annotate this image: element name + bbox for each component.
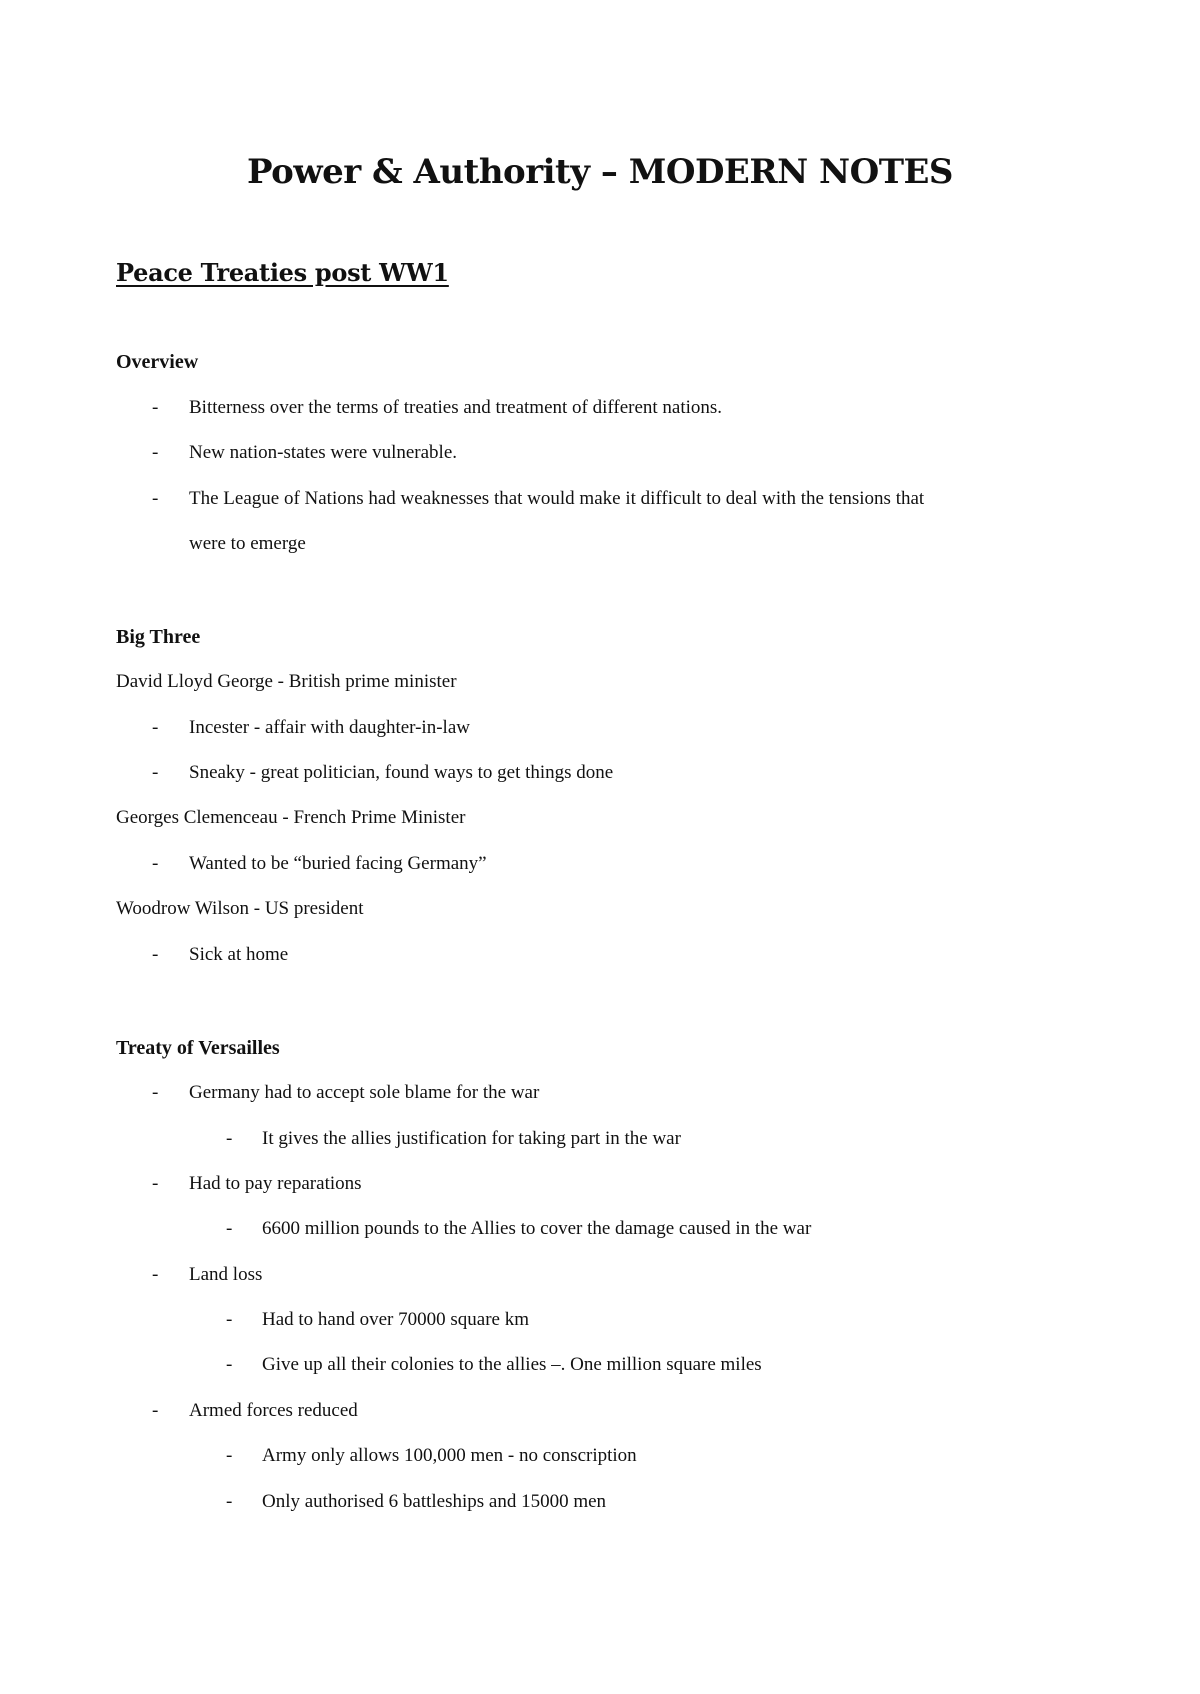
versailles-point: Had to pay reparations: [189, 1173, 362, 1194]
page-title: Power & Authority – MODERN NOTES: [247, 152, 953, 192]
versailles-heading: Treaty of Versailles: [116, 1037, 280, 1059]
bullet-dash: -: [152, 442, 159, 463]
overview-heading: Overview: [116, 351, 199, 373]
sub-bullet-dash: -: [226, 1445, 233, 1466]
bullet-dash: -: [152, 762, 159, 783]
bullet-dash: -: [152, 488, 159, 509]
sub-bullet-dash: -: [226, 1354, 233, 1375]
versailles-subpoint: 6600 million pounds to the Allies to cover the damage caused in the war: [262, 1218, 812, 1239]
bullet-dash: -: [152, 944, 159, 965]
versailles-subpoint: Army only allows 100,000 men - no conscription: [262, 1445, 637, 1466]
leader-name: David Lloyd George - British prime minister: [116, 671, 457, 692]
versailles-subpoint: Only authorised 6 battleships and 15000 men: [262, 1491, 607, 1512]
overview-bullet: New nation-states were vulnerable.: [189, 442, 458, 463]
bullet-dash: -: [152, 1173, 159, 1194]
section-title: Peace Treaties post WW1: [116, 258, 449, 287]
overview-bullet-continuation: were to emerge: [189, 533, 306, 554]
versailles-subpoint: It gives the allies justification for taking part in the war: [262, 1128, 681, 1149]
versailles-subpoint: Had to hand over 70000 square km: [262, 1309, 529, 1330]
overview-bullet: The League of Nations had weaknesses that would make it difficult to deal with the tensions that: [189, 488, 925, 509]
leader-note: Incester - affair with daughter-in-law: [189, 717, 470, 738]
overview-bullet: Bitterness over the terms of treaties and treatment of different nations.: [189, 397, 723, 418]
sub-bullet-dash: -: [226, 1218, 233, 1239]
bullet-dash: -: [152, 853, 159, 874]
sub-bullet-dash: -: [226, 1128, 233, 1149]
versailles-point: Germany had to accept sole blame for the war: [189, 1082, 540, 1103]
leader-note: Wanted to be “buried facing Germany”: [189, 853, 487, 874]
leader-name: Georges Clemenceau - French Prime Minister: [116, 807, 466, 828]
versailles-point: Land loss: [189, 1264, 263, 1285]
sub-bullet-dash: -: [226, 1309, 233, 1330]
bullet-dash: -: [152, 717, 159, 738]
big-three-heading: Big Three: [116, 626, 201, 648]
bullet-dash: -: [152, 1082, 159, 1103]
leader-note: Sneaky - great politician, found ways to get things done: [189, 762, 614, 783]
leader-name: Woodrow Wilson - US president: [116, 898, 364, 919]
versailles-subpoint: Give up all their colonies to the allies –. One million square miles: [262, 1354, 762, 1375]
bullet-dash: -: [152, 1400, 159, 1421]
bullet-dash: -: [152, 1264, 159, 1285]
bullet-dash: -: [152, 397, 159, 418]
versailles-point: Armed forces reduced: [189, 1400, 358, 1421]
leader-note: Sick at home: [189, 944, 289, 965]
sub-bullet-dash: -: [226, 1491, 233, 1512]
